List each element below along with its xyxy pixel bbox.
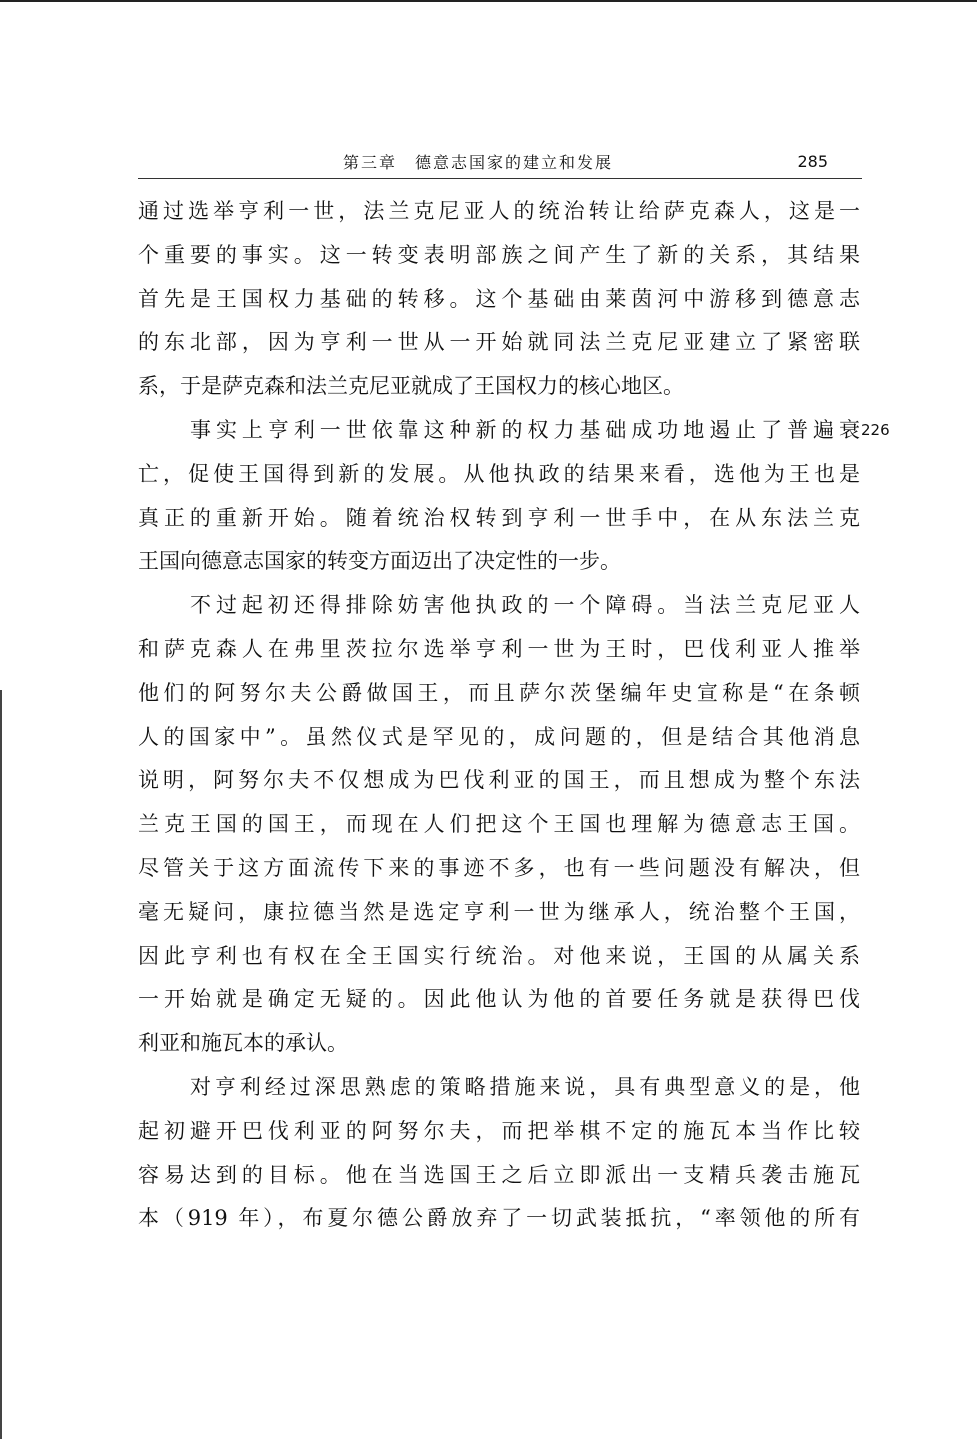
text-line	[138, 1066, 860, 1110]
text-line-content: 兰克王国的国王，而现在人们把这个王国也理解为德意志王国。	[138, 812, 860, 837]
text-line-content: 和萨克森人在弗里茨拉尔选举亨利一世为王时，巴伐利亚人推举	[138, 636, 860, 661]
text-line	[138, 453, 860, 497]
text-line-content: 毫无疑问，康拉德当然是选定亨利一世为继承人，统治整个王国，	[138, 899, 860, 924]
text-line-content: 首先是王国权力基础的转移。这个基础由莱茵河中游移到德意志	[138, 286, 860, 311]
text-line	[138, 584, 860, 628]
text-line	[138, 190, 860, 234]
text-line-content: 亡，促使王国得到新的发展。从他执政的结果来看，选他为王也是	[138, 461, 860, 486]
text-line	[138, 234, 860, 278]
text-line-content: 起初避开巴伐利亚的阿努尔夫，而把举棋不定的施瓦本当作比较	[138, 1118, 860, 1143]
text-line-content: 事实上亨利一世依靠这种新的权力基础成功地遏止了普遍衰	[190, 417, 860, 442]
text-line	[138, 365, 860, 409]
text-line	[138, 278, 860, 322]
text-line-content: 本（919 年），布夏尔德公爵放弃了一切武装抵抗，“率领他的所有	[138, 1206, 860, 1231]
text-line	[138, 935, 860, 979]
header-rule	[138, 178, 862, 179]
text-line	[138, 497, 860, 541]
text-line	[138, 1197, 860, 1241]
text-line-content: 说明，阿努尔夫不仅想成为巴伐利亚的国王，而且想成为整个东法	[138, 768, 860, 793]
text-line-content: 一开始就是确定无疑的。因此他认为他的首要任务就是获得巴伐	[138, 987, 860, 1012]
text-line-content: 利亚和施瓦本的承认。	[138, 1031, 348, 1056]
text-line-content: 个重要的事实。这一转变表明部族之间产生了新的关系，其结果	[138, 242, 860, 267]
text-line	[138, 1154, 860, 1198]
text-line-content: 对亨利经过深思熟虑的策略措施来说，具有典型意义的是，他	[190, 1074, 860, 1099]
text-line-content: 系，于是萨克森和法兰克尼亚就成了王国权力的核心地区。	[138, 374, 684, 399]
text-line-content: 通过选举亨利一世，法兰克尼亚人的统治转让给萨克森人，这是一	[138, 199, 860, 223]
text-line	[138, 1110, 860, 1154]
text-line-content: 不过起初还得排除妨害他执政的一个障碍。当法兰克尼亚人	[190, 593, 860, 618]
page-body	[138, 190, 890, 1241]
chapter-title: 第三章 德意志国家的建立和发展	[343, 153, 614, 172]
text-line	[138, 803, 860, 847]
text-line-content: 尽管关于这方面流传下来的事迹不多，也有一些问题没有解决，但	[138, 855, 860, 880]
page-number: 285	[797, 152, 828, 171]
text-line	[138, 540, 860, 584]
text-line	[138, 628, 860, 672]
text-line	[138, 321, 860, 365]
margin-page-reference: 226	[861, 420, 890, 439]
text-line	[138, 891, 860, 935]
running-header	[138, 150, 862, 178]
text-line-content: 人的国家中”。虽然仪式是罕见的，成问题的，但是结合其他消息	[138, 724, 860, 749]
text-line-content: 真正的重新开始。随着统治权转到亨利一世手中，在从东法兰克	[138, 505, 860, 530]
text-line-content: 他们的阿努尔夫公爵做国王，而且萨尔茨堡编年史宣称是“在条顿	[138, 680, 860, 705]
text-line	[138, 847, 860, 891]
scan-left-border	[0, 690, 2, 1439]
text-line	[138, 409, 890, 453]
text-line-content: 容易达到的目标。他在当选国王之后立即派出一支精兵袭击施瓦	[138, 1162, 860, 1187]
scan-top-border	[0, 0, 977, 2]
text-line-content: 王国向德意志国家的转变方面迈出了决定性的一步。	[138, 549, 621, 574]
text-line	[138, 759, 860, 803]
text-line-content: 因此亨利也有权在全王国实行统治。对他来说，王国的从属关系	[138, 943, 860, 968]
text-line	[138, 672, 860, 716]
text-line	[138, 716, 860, 760]
text-line-content: 的东北部，因为亨利一世从一开始就同法兰克尼亚建立了紧密联	[138, 330, 860, 355]
text-line	[138, 1022, 860, 1066]
text-line	[138, 978, 860, 1022]
